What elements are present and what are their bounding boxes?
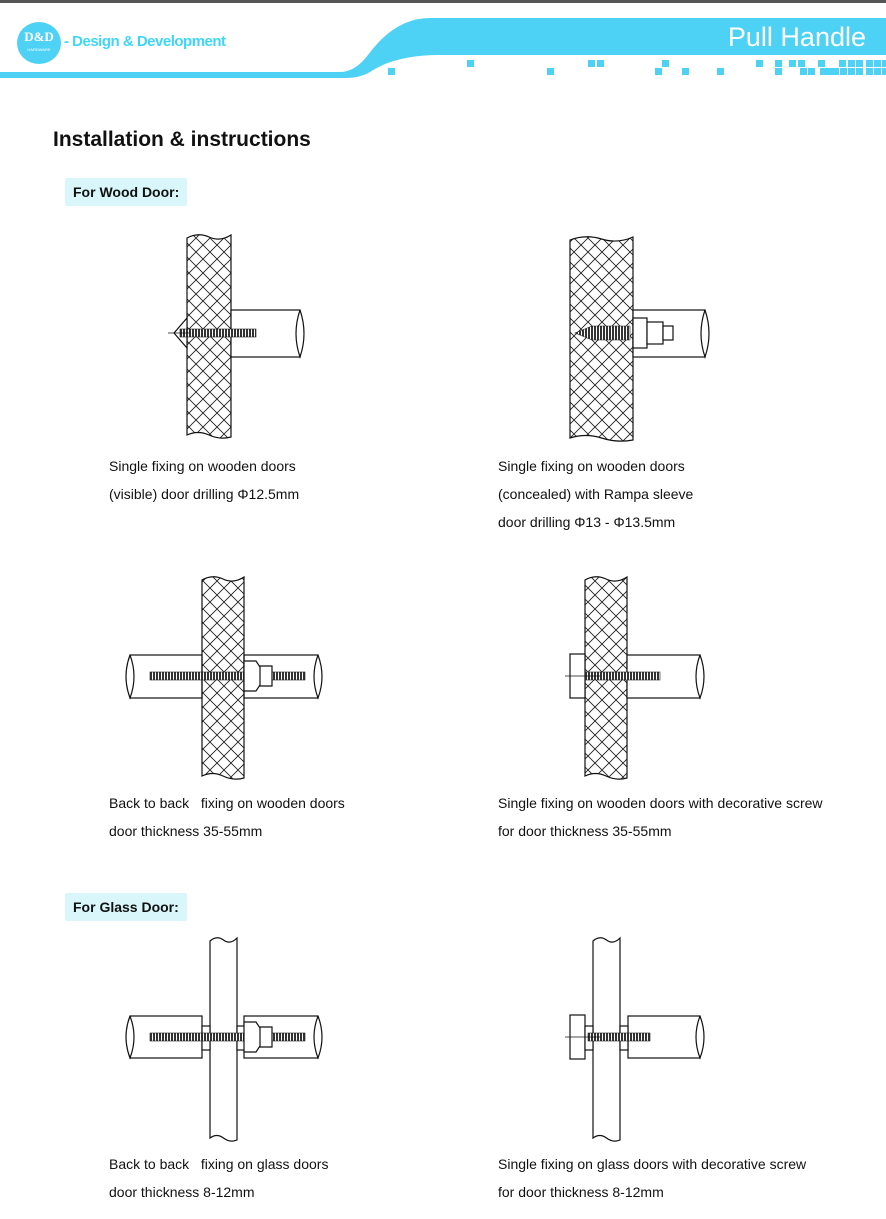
rampa-sleeve bbox=[633, 318, 647, 348]
section-label-wood: For Wood Door: bbox=[65, 178, 187, 206]
connector-nut bbox=[647, 322, 663, 344]
diagram-caption: door drilling Φ13 - Φ13.5mm bbox=[498, 514, 676, 530]
diagram-caption: for door thickness 35-55mm bbox=[498, 823, 672, 839]
diagram-caption: Single fixing on wooden doors bbox=[109, 458, 296, 474]
diagram-caption: Back to back fixing on wooden doors bbox=[109, 795, 345, 811]
diagram-caption: (concealed) with Rampa sleeve bbox=[498, 486, 694, 502]
logo-subtext: HARDWARE bbox=[27, 47, 51, 52]
logo-text: D&D bbox=[24, 29, 54, 44]
connector-nut bbox=[244, 661, 272, 691]
threaded-bolt bbox=[150, 1033, 305, 1041]
tagline: - Design & Development bbox=[64, 33, 226, 50]
connector-nut bbox=[244, 1022, 272, 1052]
diagram-caption: Single fixing on glass doors with decorative screw bbox=[498, 1156, 807, 1172]
threaded-bolt bbox=[150, 672, 305, 680]
diagram-caption: Back to back fixing on glass doors bbox=[109, 1156, 329, 1172]
diagram-caption: Single fixing on wooden doors with decorative screw bbox=[498, 795, 823, 811]
diagram-caption: for door thickness 8-12mm bbox=[498, 1184, 664, 1200]
diagram-caption: door thickness 35-55mm bbox=[109, 823, 263, 839]
bolt-head bbox=[663, 326, 673, 340]
diagram-caption: Single fixing on wooden doors bbox=[498, 458, 685, 474]
diagram-caption: door thickness 8-12mm bbox=[109, 1184, 255, 1200]
threaded-bolt bbox=[180, 329, 256, 337]
header-title: Pull Handle bbox=[727, 22, 866, 52]
diagram-caption: (visible) door drilling Φ12.5mm bbox=[109, 486, 300, 502]
section-label-glass: For Glass Door: bbox=[65, 893, 187, 921]
page-title: Installation & instructions bbox=[53, 128, 311, 151]
